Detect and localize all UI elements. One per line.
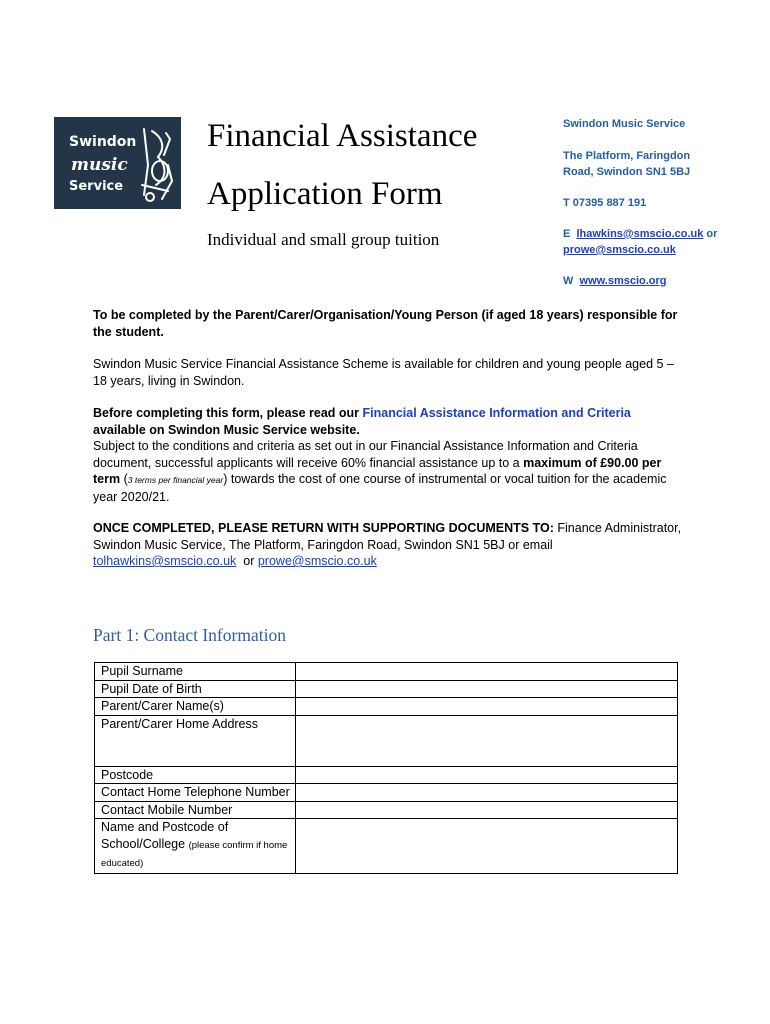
return-email-rowe[interactable]: prowe@smscio.co.uk xyxy=(257,554,377,568)
parent-names-field[interactable] xyxy=(296,698,678,716)
pupil-surname-field[interactable] xyxy=(296,663,678,681)
criteria-bold1: Before completing this form, please read our xyxy=(93,406,360,420)
web-prefix: W xyxy=(563,275,574,287)
table-row xyxy=(95,680,678,698)
table-row xyxy=(95,698,678,716)
tel-number: 07395 887 191 xyxy=(572,197,647,209)
contact-website xyxy=(563,273,743,289)
row-label-school-college xyxy=(95,819,296,874)
row-label-parent-names: Parent/Carer Name(s) xyxy=(95,698,296,716)
form-title-line2: Application Form xyxy=(207,176,443,212)
criteria-terms-note: 3 terms per financial year xyxy=(127,475,224,485)
return-email-or: or xyxy=(243,554,255,568)
row-label-pupil-dob: Pupil Date of Birth xyxy=(95,680,296,698)
table-row xyxy=(95,801,678,819)
criteria-max-amount: maximum of £90.00 per term xyxy=(93,455,662,486)
intro-eligibility: Swindon Music Service Financial Assistance Scheme is available for children and young people aged 5 – 18 years, living in Swindon. xyxy=(93,357,674,388)
postcode-field[interactable] xyxy=(296,766,678,784)
return-email-hawkins[interactable]: tolhawkins@smscio.co.uk xyxy=(93,554,237,568)
row-label-home-address: Parent/Carer Home Address xyxy=(95,715,296,766)
table-row xyxy=(95,715,678,766)
return-instructions xyxy=(93,520,683,570)
contact-org-name: Swindon Music Service xyxy=(563,118,686,130)
return-heading: ONCE COMPLETED, PLEASE RETURN WITH SUPPORTING DOCUMENTS TO: xyxy=(93,521,554,535)
instruments-icon xyxy=(138,125,176,205)
home-address-field[interactable] xyxy=(296,715,678,766)
criteria-paren-close: ) xyxy=(223,472,228,486)
criteria-paren-open: ( xyxy=(123,472,128,486)
email-link-rowe[interactable]: prowe@smscio.co.uk xyxy=(563,244,676,256)
row-label-postcode: Postcode xyxy=(95,766,296,784)
row-label-home-telephone: Contact Home Telephone Number xyxy=(95,784,296,802)
table-row xyxy=(95,663,678,681)
return-address: Finance Administrator, Swindon Music Service, The Platform, Faringdon Road, Swindon SN1 5BJ or email xyxy=(93,521,682,552)
form-subtitle: Individual and small group tuition xyxy=(207,230,440,249)
logo-line1: Swindon xyxy=(69,134,137,150)
table-row xyxy=(95,766,678,784)
logo-line3: Service xyxy=(69,179,124,194)
form-title-line1: Financial Assistance xyxy=(207,118,478,154)
home-telephone-field[interactable] xyxy=(296,784,678,802)
row-label-mobile-number: Contact Mobile Number xyxy=(95,801,296,819)
school-college-label: Name and Postcode of School/College xyxy=(101,820,229,851)
intro-who-completes: To be completed by the Parent/Carer/Organisation/Young Person (if aged 18 years) responsible for the student. xyxy=(93,308,678,339)
email-link-hawkins[interactable]: lhawkins@smscio.co.uk xyxy=(576,228,704,240)
address-line1: The Platform, Faringdon xyxy=(563,150,691,162)
criteria-text2: towards the cost of one course of instrumental or vocal tuition for the academic year 2020/21. xyxy=(93,472,667,504)
address-line2: Road, Swindon SN1 5BJ xyxy=(563,166,691,178)
email-or: or xyxy=(706,228,718,240)
contact-email xyxy=(563,226,743,258)
mobile-number-field[interactable] xyxy=(296,801,678,819)
logo-line2: music xyxy=(71,155,128,175)
contact-telephone xyxy=(563,195,743,211)
table-row xyxy=(95,819,678,874)
school-college-field[interactable] xyxy=(296,819,678,874)
contact-address xyxy=(563,148,743,180)
criteria-bold2: available on Swindon Music Service website. xyxy=(93,422,360,437)
table-row xyxy=(95,784,678,802)
school-college-note: (please confirm if home educated) xyxy=(101,839,288,869)
criteria-text1: Subject to the conditions and criteria as set out in our Financial Assistance Information and Criteria document, successful applicants will receive 60% financial assistance up to a xyxy=(93,439,638,470)
criteria-link[interactable]: Financial Assistance Information and Criteria xyxy=(362,406,631,420)
contact-information-table xyxy=(94,662,678,874)
intro-criteria xyxy=(93,405,683,505)
swindon-music-service-logo xyxy=(54,117,181,209)
tel-prefix: T xyxy=(563,197,570,209)
section-contact-information-title: Part 1: Contact Information xyxy=(93,625,286,645)
email-prefix: E xyxy=(563,228,571,240)
row-label-pupil-surname: Pupil Surname xyxy=(95,663,296,681)
pupil-dob-field[interactable] xyxy=(296,680,678,698)
website-link[interactable]: www.smscio.org xyxy=(579,275,667,287)
